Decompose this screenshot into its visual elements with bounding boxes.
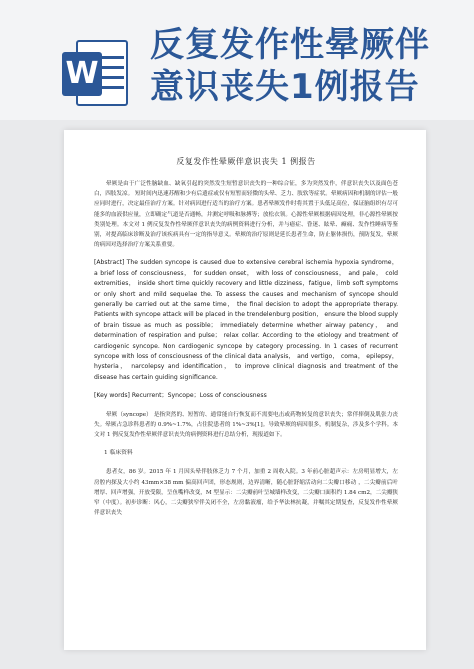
page-title: 反复发作性晕厥伴意识丧失1例报告: [150, 25, 430, 107]
abstract-chinese: 晕厥是由于广泛性脑缺血、缺氧引起的突然发生短暂意识丧失的一种综合征，多为突然发作，伴意识丧失以及面色苍白，四肢发凉。 短时间内迅速苏醒和少有后遗症或仅有短暂而轻微的头晕、乏力、肢软等症状。晕厥病因和机制的评估一般应同时进行，决定最佳治疗方案。针对病因进行适当的治疗方案。患者晕厥发作时将其置于头低足高位，保证脑组织有尽可能多的血液供应量，立即确定气道是否通畅，并测定呼吸和脉搏等；放松衣领。心源性晕厥根据病因处理，非心源性晕厥按类别处理。本文对 1 例反复发作性晕厥伴意识丧失的病例资料进行分析，并与癔症、昏迷、眩晕、癫痫、发作性睡病等鉴别，对提高临床诊断及治疗该疾病具有一定的指导意义。晕厥的治疗原则是延长患者生命，防止躯体损伤，预防复发，晕厥的病因对选择治疗方案关系重要。: [94, 181, 398, 249]
keywords-english: [Key words] Recurrent；Syncope；Loss of consciousness: [94, 392, 267, 400]
document-page: [64, 130, 426, 650]
case-report: 患者女，86 岁。2015 年 1 月因头晕伴肢体乏力 7 个月，加重 2 周收入院。3 年前心脏超声示：左房明显增大，左房腔内探及大小约 43mm×38 mm 偏高回声团，形态规则，边界清晰，随心脏舒缩活动向二尖瓣口移动 ，二尖瓣前后叶增厚、回声增强，开放受限，呈鱼嘴样改变，M 型显示：二尖瓣前叶呈城墙样改变，二尖瓣口面积约 1.84 cm2，二尖瓣狭窄（中度）。初步诊断：风心，二尖瓣狭窄伴关闭不全，左房黏液瘤，给予华法林抗凝，并嘱其定期复查，反复发作性晕厥伴意识丧失: [94, 469, 399, 517]
word-icon: [62, 40, 132, 110]
document-title: 反复发作性晕厥伴意识丧失 1 例报告: [176, 157, 316, 166]
header-banner: [0, 0, 474, 120]
introduction: 晕厥（syncope） 是指突然的、短暂的、通常能自行恢复而不需要电击或药物转复的意识丧失；常伴摔倒及肌张力丧失。晕厥占急诊科患者的 0.9%~1.7%，占住院患者的 1%~3%[1]。导致晕厥的病因很多，机制复杂，涉及多个学科。本文对 1 例反复发作性晕厥伴意识丧失的病例资料进行总结分析，现报道如下。: [94, 411, 398, 439]
section-heading: 1 临床资料: [104, 450, 133, 457]
word-badge: W: [62, 52, 102, 96]
abstract-english: [Abstract] The sudden syncope is caused due to extensive cerebral ischemia hypoxia syndrome， a brief loss of consciousness， for sudden onset， with loss of consciousness， and pale， cold extremities， inside short time quickly recovery and little dizziness，fatigue，limb soft symptoms or only short and mild sequelae the. To assess the causes and mechanism of syncope should generally be carried out at the same time， the final decision to adopt the appropriate therapy. Patients with syncope attack will be placed in the trendelenburg position， ensure the blood supply of brain tissue as much as possible； immediately determine whether airway patency， and determination of respiration and pulse； relax collar. According to the etiology and treatment of cardiogenic syncope. Non cardiogenic syncope by category processing. In 1 cases of recurrent syncope with loss of consciousness of the clinical data analysis， and vertigo， coma， epilepsy， hysteria， narcolepsy and identification， to improve clinical diagnosis and treatment of the disease has certain guiding significance.: [94, 259, 398, 381]
